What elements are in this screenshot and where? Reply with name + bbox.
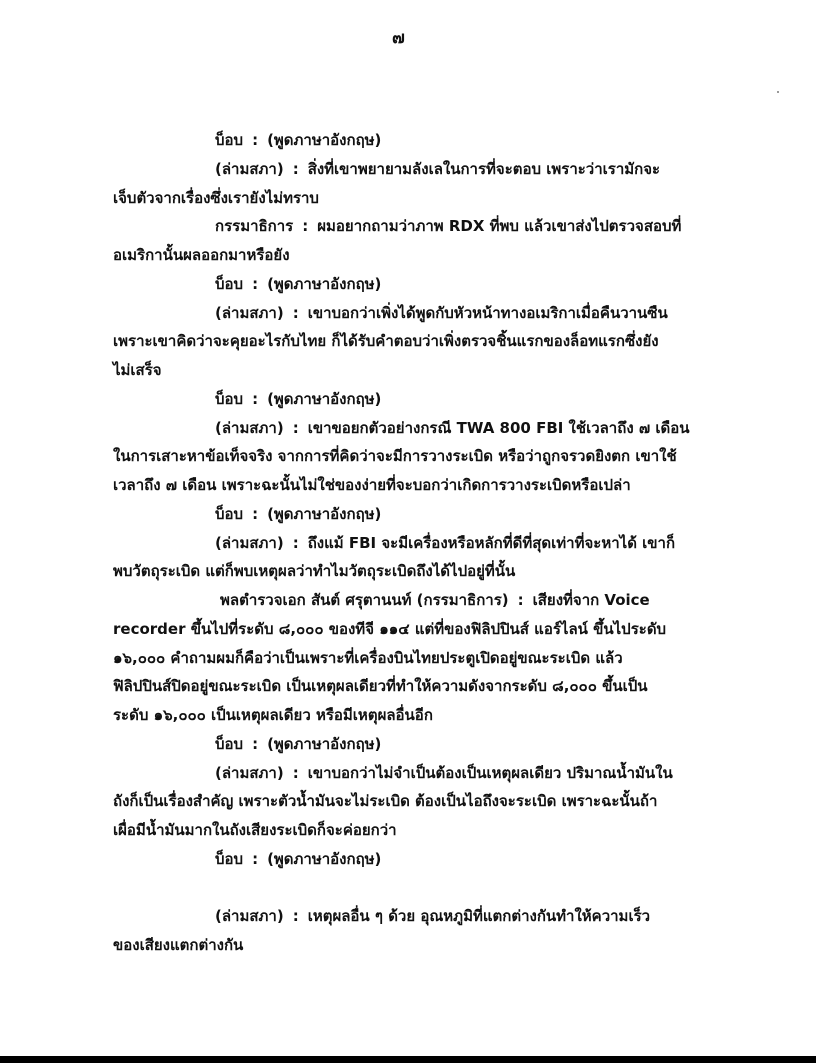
transcript-line: recorder ขึ้นไปที่ระดับ ๘,๐๐๐ ของทีจี ๑๑๔ แต่ที่ของฟิลิปปินส์ แอร์ไลน์ ขึ้นไประดับ [113, 619, 667, 638]
speaker-label: บ็อบ [215, 849, 244, 868]
transcript-line [113, 500, 703, 529]
speaker-label: (ล่ามสภา) [215, 159, 284, 178]
speaker-separator: : [292, 418, 299, 437]
transcript-line [113, 529, 703, 558]
speaker-separator: : [292, 907, 299, 926]
transcript-entry [113, 155, 703, 213]
utterance-text: (พูดภาษาอังกฤษ) [267, 274, 382, 293]
utterance-text: (พูดภาษาอังกฤษ) [267, 131, 382, 149]
scan-speck [777, 91, 779, 93]
transcript-entry [113, 212, 703, 270]
transcript-line [113, 126, 703, 155]
transcript-entry [113, 500, 703, 529]
speaker-label: (ล่ามสภา) [215, 907, 284, 926]
transcript-entry [113, 759, 703, 845]
transcript-line [113, 759, 703, 788]
speaker-label: (ล่ามสภา) [215, 533, 284, 552]
transcript-line [113, 270, 703, 299]
speaker-separator: : [252, 734, 259, 753]
utterance-text: เขาบอกว่าเพิ่งได้พูดกับหัวหน้าทางอเมริกาเมื่อคืนวานซืน [307, 303, 668, 322]
speaker-separator: : [517, 591, 524, 609]
transcript-line: อเมริกานั้นผลออกมาหรือยัง [113, 246, 290, 264]
transcript-entry [113, 299, 703, 385]
transcript-entry [113, 414, 703, 500]
speaker-label: พลตำรวจเอก สันต์ ศรุตานนท์ (กรรมาธิการ) [220, 591, 509, 609]
transcript-line: พบวัตถุระเบิด แต่ก็พบเหตุผลว่าทำไมวัตถุระเบิดถึงได้ไปอยู่ที่นั้น [113, 562, 516, 581]
transcript-entry [113, 270, 703, 299]
speaker-separator: : [252, 131, 259, 149]
speaker-label: (ล่ามสภา) [215, 303, 284, 322]
utterance-text: สิ่งที่เขาพยายามลังเลในการที่จะตอบ เพราะว่าเรามักจะ [307, 159, 661, 178]
speaker-separator: : [292, 763, 299, 782]
transcript-line: เผื่อมีน้ำมันมากในถังเสียงระเบิดก็จะค่อยกว่า [113, 821, 397, 839]
speaker-label: บ็อบ [215, 389, 244, 408]
speaker-label: บ็อบ [215, 504, 244, 523]
transcript-line: ฟิลิปปินส์ปิดอยู่ขณะระเบิด เป็นเหตุผลเดียวที่ทำให้ความดังจากระดับ ๘,๐๐๐ ขึ้นเป็น [113, 677, 648, 696]
transcript-line [113, 730, 703, 759]
speaker-label: กรรมาธิการ [215, 217, 294, 236]
transcript-line: เวลาถึง ๗ เดือน เพราะฉะนั้นไม่ใช่ของง่ายที่จะบอกว่าเกิดการวางระเบิดหรือเปล่า [113, 476, 631, 494]
transcript-line [113, 902, 703, 931]
speaker-label: (ล่ามสภา) [215, 763, 284, 782]
utterance-text: เขาขอยกตัวอย่างกรณี TWA 800 FBI ใช้เวลาถึง ๗ เดือน [307, 418, 690, 437]
transcript-entry [113, 902, 703, 960]
utterance-text: ถึงแม้ FBI จะมีเครื่องหรือหลักที่ดีที่สุดเท่าที่จะหาได้ เขาก็ [307, 533, 676, 552]
speaker-label: บ็อบ [215, 131, 244, 149]
transcript-line: เจ็บตัวจากเรื่องซึ่งเรายังไม่ทราบ [113, 188, 319, 207]
speaker-separator: : [252, 274, 259, 293]
speaker-separator: : [252, 849, 259, 868]
speaker-label: บ็อบ [215, 734, 244, 753]
speaker-separator: : [292, 533, 299, 552]
transcript-body [113, 126, 703, 960]
utterance-text: ผมอยากถามว่าภาพ RDX ที่พบ แล้วเขาส่งไปตรวจสอบที่ [317, 217, 682, 236]
speaker-separator: : [302, 217, 309, 236]
transcript-entry [113, 845, 703, 874]
transcript-line: ของเสียงแตกต่างกัน [113, 936, 244, 954]
speaker-label: (ล่ามสภา) [215, 418, 284, 437]
transcript-line [113, 299, 703, 328]
transcript-entry [113, 385, 703, 414]
utterance-text: เขาบอกว่าไม่จำเป็นต้องเป็นเหตุผลเดียว ปริมาณน้ำมันใน [307, 763, 673, 782]
utterance-text: เหตุผลอื่น ๆ ด้วย อุณหภูมิที่แตกต่างกันทำให้ความเร็ว [307, 907, 651, 926]
transcript-line [113, 845, 703, 874]
speaker-separator: : [252, 389, 259, 408]
transcript-line: ในการเสาะหาข้อเท็จจริง จากการที่คิดว่าจะมีการวางระเบิด หรือว่าถูกจรวดยิงตก เขาใช้ [113, 447, 677, 466]
utterance-text: (พูดภาษาอังกฤษ) [267, 734, 382, 753]
transcript-entry [113, 730, 703, 759]
utterance-text: (พูดภาษาอังกฤษ) [267, 849, 382, 868]
speaker-label: บ็อบ [215, 274, 244, 293]
transcript-line [113, 212, 703, 241]
transcript-line: เพราะเขาคิดว่าจะคุยอะไรกับไทย ก็ได้รับคำตอบว่าเพิ่งตรวจชิ้นแรกของล็อทแรกซึ่งยัง [113, 332, 659, 351]
transcript-line [113, 385, 703, 414]
transcript-entry [113, 586, 703, 730]
scan-edge-bottom [0, 1056, 816, 1063]
page-number: ๗ [392, 28, 405, 48]
transcript-line [113, 586, 703, 615]
transcript-line [113, 155, 703, 184]
transcript-line: ถังก็เป็นเรื่องสำคัญ เพราะตัวน้ำมันจะไม่ระเบิด ต้องเป็นไอถึงจะระเบิด เพราะฉะนั้นถ้า [113, 792, 658, 811]
speaker-separator: : [292, 159, 299, 178]
transcript-line: ระดับ ๑๖,๐๐๐ เป็นเหตุผลเดียว หรือมีเหตุผลอื่นอีก [113, 706, 433, 724]
utterance-text: เสียงที่จาก Voice [532, 591, 650, 609]
utterance-text: (พูดภาษาอังกฤษ) [267, 504, 382, 523]
speaker-separator: : [252, 504, 259, 523]
transcript-entry [113, 529, 703, 587]
transcript-entry [113, 126, 703, 155]
transcript-line: ๑๖,๐๐๐ คำถามผมก็คือว่าเป็นเพราะที่เครื่องบินไทยประตูเปิดอยู่ขณะระเบิด แล้ว [113, 648, 623, 667]
utterance-text: (พูดภาษาอังกฤษ) [267, 389, 382, 408]
transcript-line: ไม่เสร็จ [113, 361, 162, 379]
transcript-line [113, 414, 703, 443]
speaker-separator: : [292, 303, 299, 322]
